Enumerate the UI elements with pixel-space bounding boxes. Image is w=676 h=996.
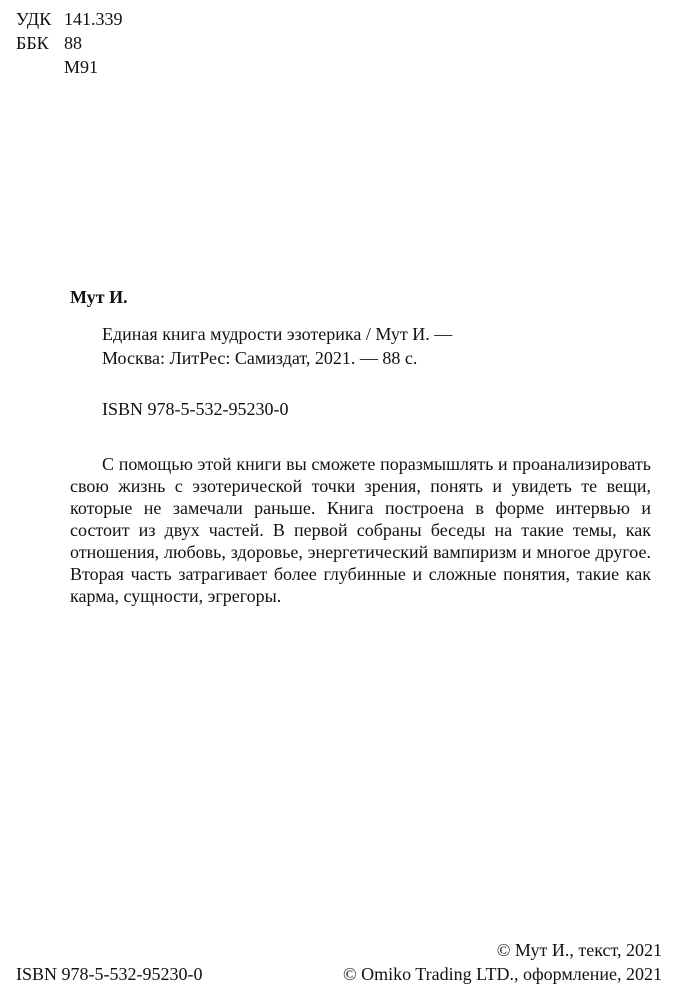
isbn-bottom: ISBN 978-5-532-95230-0 [16,964,203,984]
isbn-main: ISBN 978-5-532-95230-0 [102,399,289,419]
udk-label: УДК [16,9,52,29]
copyright-design: © Omiko Trading LTD., оформление, 2021 [342,964,662,984]
imprint-line: Москва: ЛитРес: Самиздат, 2021. — 88 с. [102,348,418,368]
udk-row [16,8,123,30]
author-mark-row [16,56,98,78]
udk-value: 141.339 [64,9,123,29]
bbk-row [16,32,82,54]
title-line: Единая книга мудрости эзотерика / Мут И. — [102,324,453,344]
copyright-text: © Мут И., текст, 2021 [496,940,662,960]
bbk-value: 88 [64,33,82,53]
author-mark: М91 [64,57,99,77]
author-heading: Мут И. [70,287,128,307]
bbk-label: ББК [16,33,49,53]
annotation-paragraph: С помощью этой книги вы сможете поразмышлять и проанализировать свою жизнь с эзотерической точки зрения, понять и увидеть те вещи, которые не замечали раньше. Книга построена в форме интервью и состоит из двух частей. В первой собраны беседы на такие темы, как отношения, любовь, здоровье, энергетический вампиризм и многое другое. Вторая часть затрагивает более глубинные и сложные понятия, такие как карма, сущности, эгрегоры. [70,454,651,606]
